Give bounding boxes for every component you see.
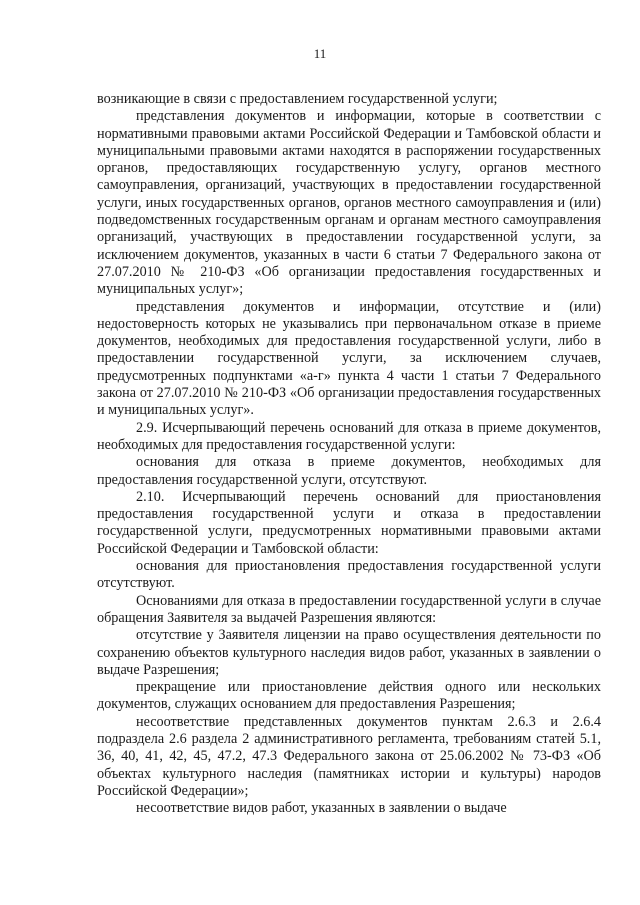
paragraph: представления документов и информации, отсутствие и (или) недостоверность которых не указывались при первоначальном отказе в приеме документов, необходимых для предоставления государственной услуги, либо в предоставлении государственной услуги, за исключением случаев, предусмотренных подпунктами «а-г» пункта 4 части 1 статьи 7 Федерального закона от 27.07.2010 № 210-ФЗ «Об организации предоставления государственных и муниципальных услуг». bbox=[97, 298, 601, 419]
paragraph: прекращение или приостановление действия одного или нескольких документов, служащих основанием для предоставления Разрешения; bbox=[97, 679, 601, 713]
paragraph: представления документов и информации, которые в соответствии с нормативными правовыми актами Российской Федерации и Тамбовской области и муниципальными правовыми актами находятся в распоряжении государственных органов, предоставляющих государственную услугу, органов местного самоуправления, организаций, участвующих в предоставлении государственной услуги, иных государственных органов, органов местного самоуправления и (или) подведомственных государственным органам и органам местного самоуправления организаций, участвующих в предоставлении государственной услуги, за исключением документов, указанных в части 6 статьи 7 Федерального закона от 27.07.2010 № 210-ФЗ «Об организации предоставления государственных и муниципальных услуг»; bbox=[97, 108, 601, 298]
paragraph: возникающие в связи с предоставлением государственной услуги; bbox=[97, 91, 498, 107]
page-number: 11 bbox=[313, 46, 327, 61]
paragraph: основания для приостановления предоставления государственной услуги отсутствуют. bbox=[97, 558, 601, 592]
paragraph: Основаниями для отказа в предоставлении государственной услуги в случае обращения Заявителя за выдачей Разрешения являются: bbox=[97, 592, 601, 626]
document-body bbox=[97, 91, 601, 817]
paragraph: основания для отказа в приеме документов, необходимых для предоставления государственной услуги, отсутствуют. bbox=[97, 454, 601, 488]
paragraph: несоответствие представленных документов пунктам 2.6.3 и 2.6.4 подраздела 2.6 раздела 2 административного регламента, требованиям статей 5.1, 36, 40, 41, 42, 45, 47.2, 47.3 Федерального закона от 25.06.2002 № 73-ФЗ «Об объектах культурного наследия (памятниках истории и культуры) народов Российской Федерации»; bbox=[97, 713, 601, 799]
section-heading-2-10: 2.10. Исчерпывающий перечень оснований для приостановления предоставления государственной услуги и отказа в предоставлении государственной услуги, предусмотренных нормативными правовыми актами Российской Федерации и Тамбовской области: bbox=[97, 488, 601, 557]
paragraph: несоответствие видов работ, указанных в заявлении о выдаче bbox=[136, 800, 507, 817]
paragraph: отсутствие у Заявителя лицензии на право осуществления деятельности по сохранению объектов культурного наследия видов работ, указанных в заявлении о выдаче Разрешения; bbox=[97, 627, 601, 678]
section-heading-2-9: 2.9. Исчерпывающий перечень оснований для отказа в приеме документов, необходимых для предоставления государственной услуги: bbox=[97, 419, 601, 453]
